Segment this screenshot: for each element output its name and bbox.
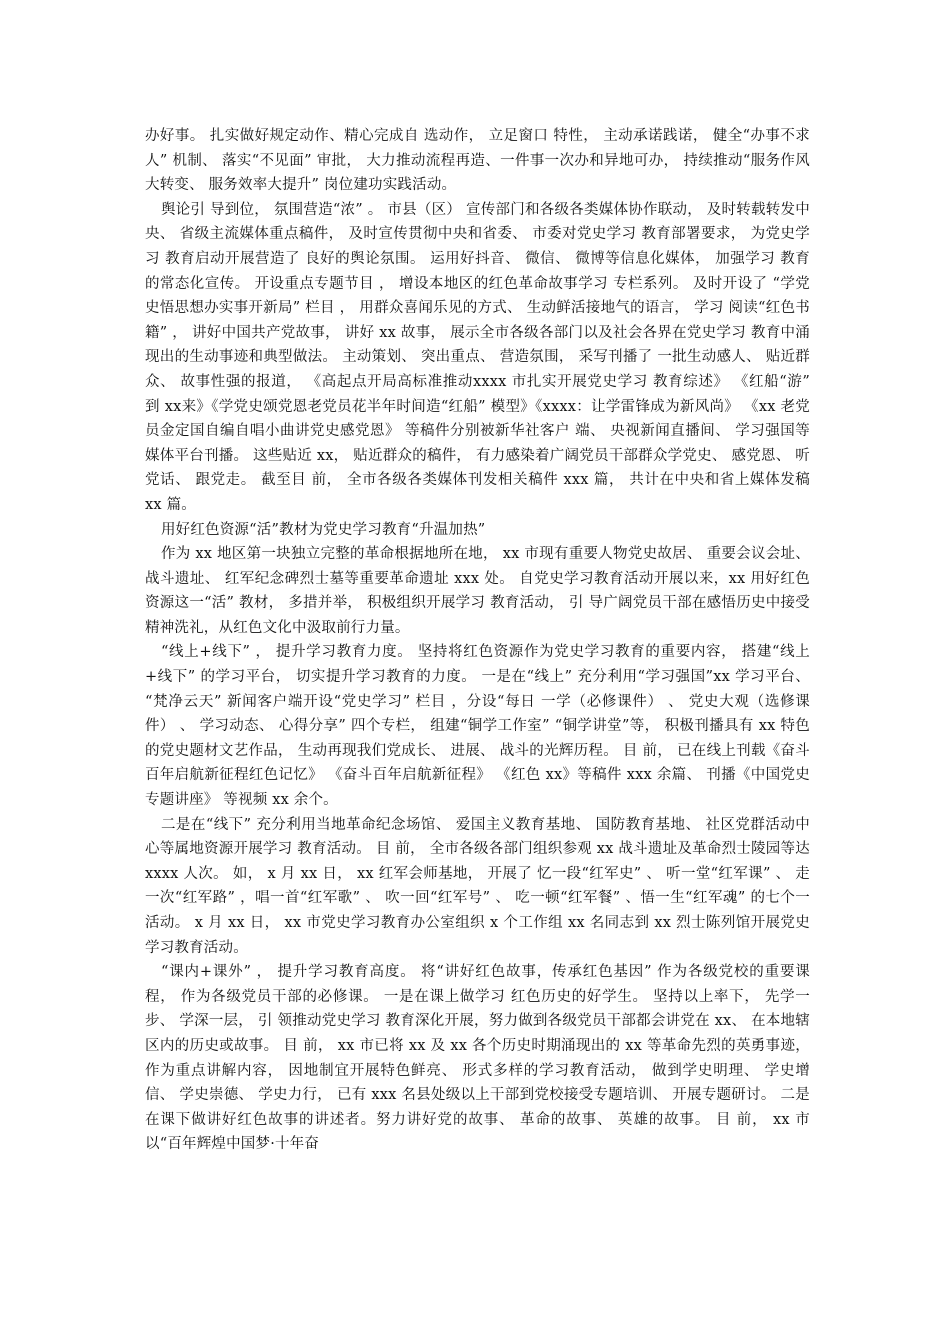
- paragraph-public-opinion: 舆论引 导到位， 氛围营造“浓” 。 市县（区） 宣传部门和各级各类媒体协作联动， 及时转载转发中央、 省级主流媒体重点稿件， 及时宣传贯彻中央和省委、 市委对党史学习 教育部署要求， 为党史学习 教育启动开展营造了 良好的舆论氛围。 运用好抖音、 微信、 微博等信息化媒体， 加强学习 教育的常态化宣传。 开设重点专题节目 ， 增设本地区的红色革命故事学习 专栏系列。 及时开设了 “学党史悟思想办实事开新局” 栏目 ， 用群众喜闻乐见的方式、 生动鲜活接地气的语言， 学习 阅读“红色书籍” ， 讲好中国共产党故事， 讲好 xx 故事， 展示全市各级各部门以及社会各界在党史学习 教育中涌现出的生动事迹和典型做法。 主动策划、 突出重点、 营造氛围， 采写刊播了 一批生动感人、 贴近群众、 故事性强的报道， 《高起点开局高标准推动xxxx 市扎实开展党史学习 教育综述》 《红船“游” 到 xx来》《学党史颂党恩老党员花半年时间造“红船” 模型》《xxxx：让学雷锋成为新风尚》 《xx 老党员金定国自编自唱小曲讲党史感党恩》 等稿件分别被新华社客户 端、 央视新闻直播间、 学习强国等媒体平台刊播。 这些贴近 xx， 贴近群众的稿件， 有力感染着广阔党员干部群众学党史、 感党恩、 听党话、 跟党走。 截至目 前， 全市各级各类媒体刊发相关稿件 xxx 篇， 共计在中央和省上媒体发稿 xx 篇。: [145, 201, 810, 513]
- paragraph-in-class-out-class: “课内+课外” ， 提升学习教育高度。 将“讲好红色故事，传承红色基因” 作为各级党校的重要课程， 作为各级党员干部的必修课。 一是在课上做学习 红色历史的好学生。 坚持以上率下， 先学一步、 学深一层， 引 领推动党史学习 教育深化开展，努力做到各级党员干部都会讲党在 xx、 在本地辖区内的历史或故事。 目 前， xx 市已将 xx 及 xx 各个历史时期涌现出的 xx 等革命先烈的英勇事迹， 作为重点讲解内容， 因地制宜开展特色鲜亮、 形式多样的学习教育活动， 做到学史明理、 学史增信、 学史崇德、 学史力行， 已有 xxx 名县处级以上干部到党校接受专题培训、 开展专题研讨。 二是在课下做讲好红色故事的讲述者。努力讲好党的故事、 革命的故事、 英雄的故事。 目 前， xx 市以“百年辉煌中国梦·十年奋: [145, 964, 810, 1153]
- paragraph-offline-activities: 二是在“线下” 充分利用当地革命纪念场馆、 爱国主义教育基地、 国防教育基地、 社区党群活动中心等属地资源开展学习 教育活动。 目 前， 全市各级各部门组织参观 xx 战斗遗址及革命烈士陵园等达 xxxx 人次。 如， x 月 xx 日， xx 红军会师基地， 开展了 忆一段“红军史” 、 听一堂“红军课” 、 走一次“红军路” ，唱一首“红军歌” 、 吹一回“红军号” 、 吃一顿“红军餐” 、悟一生“红军魂” 的七个一活动。 x 月 xx 日， xx 市党史学习教育办公室组织 x 个工作组 xx 名同志到 xx 烈士陈列馆开展党史学习教育活动。: [145, 816, 810, 956]
- paragraph-red-resources-intro: 作为 xx 地区第一块独立完整的革命根据地所在地， xx 市现有重要人物党史故居、 重要会议会址、 战斗遗址、 红军纪念碑烈士墓等重要革命遗址 xxx 处。 自党史学习教育活动开展以来，xx 用好红色资源这一“活” 教材， 多措并举， 积极组织开展学习 教育活动， 引 导广阔党员干部在感悟历史中接受精神洗礼，从红色文化中汲取前行力量。: [145, 546, 810, 636]
- section-heading-red-resources: 用好红色资源“活”教材为党史学习教育“升温加热”: [160, 521, 486, 538]
- paragraph-continuation: 办好事。 扎实做好规定动作、精心完成自 选动作， 立足窗口 特性， 主动承诺践诺， 健全“办事不求人” 机制、 落实“不见面” 审批， 大力推动流程再造、一件事一次办和异地可办， 持续推动“服务作风大转变、 服务效率大提升” 岗位建功实践活动。: [145, 128, 810, 194]
- paragraph-online-offline: “线上+线下” ， 提升学习教育力度。 坚持将红色资源作为党史学习教育的重要内容， 搭建“线上+线下” 的学习平台， 切实提升学习教育的力度。 一是在“线上” 充分利用“学习强国”xx 学习平台、 “梵净云天” 新闻客户端开设“党史学习” 栏目 ，分设“每日 一学（必修课件） 、 党史大观（选修课件） 、 学习动态、 心得分享” 四个专栏， 组建“铜学工作室” “铜学讲堂”等， 积极刊播具有 xx 特色的党史题材文艺作品， 生动再现我们党成长、 进展、 战斗的光辉历程。 目 前， 已在线上刊载《奋斗百年启航新征程红色记忆》 《奋斗百年启航新征程》 《红色 xx》等稿件 xxx 余篇、 刊播《中国党史专题讲座》 等视频 xx 余个。: [145, 644, 810, 809]
- document-page: [145, 124, 810, 1157]
